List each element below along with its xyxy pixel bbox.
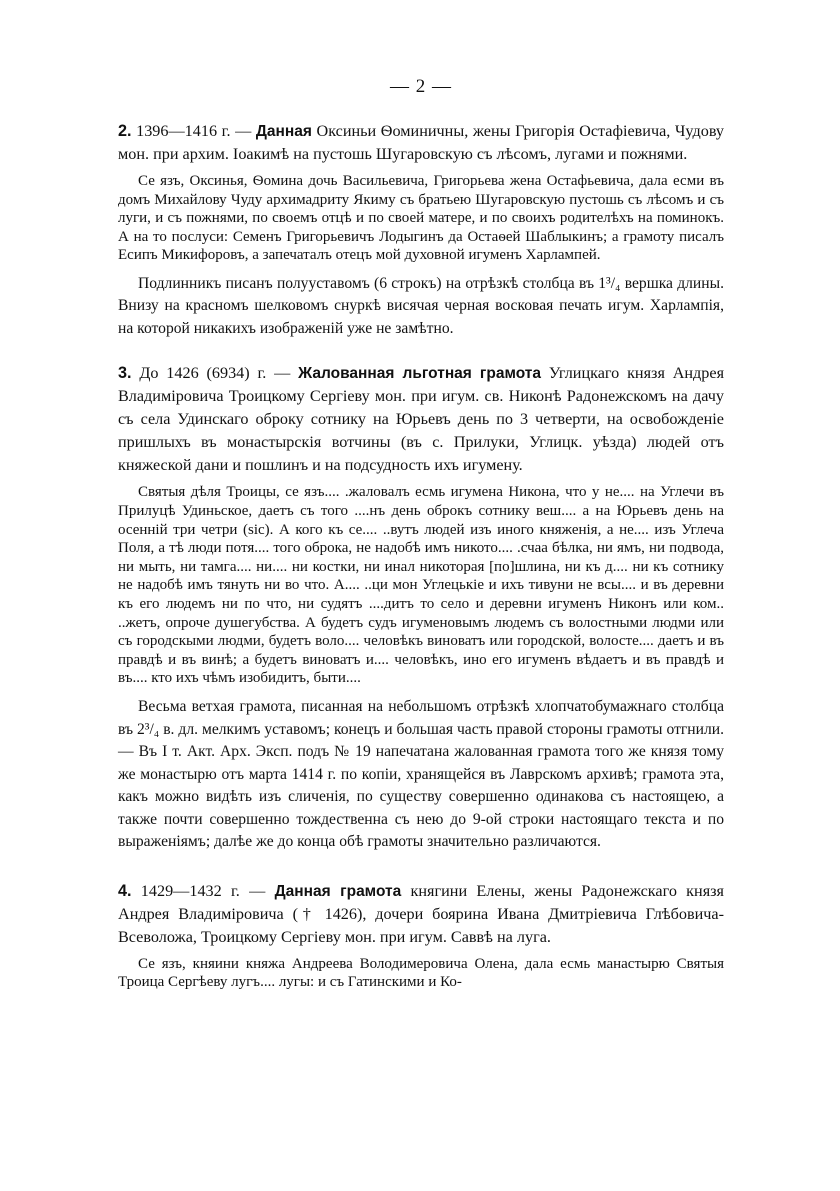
entry-doc-type: Данная грамота — [274, 882, 402, 900]
entry-header-rest: княгини Елены, жены Радонежскаго князя Андрея Владиміровича († 1426), дочери боярина Ивана Дмитріевича Глѣбовича-Всеволожа, Троицкому Сергіеву мон. при игум. Саввѣ на луга. — [118, 881, 724, 946]
entry-number: 3. — [118, 364, 132, 383]
entry-date: 1429—1432 г. — — [140, 881, 266, 900]
entry-doc-type: Жалованная льготная грамота — [298, 365, 542, 383]
entry-doc-type: Данная — [255, 123, 312, 140]
page-number: — 2 — — [390, 76, 452, 97]
entry-header — [118, 120, 724, 166]
entry-header — [118, 880, 724, 949]
document-page — [118, 76, 724, 992]
entry-header — [118, 362, 724, 477]
entry-number: 2. — [118, 122, 132, 140]
entry-text: Се язъ, Оксинья, Ѳомина дочь Васильевича, Григорьева жена Остафьевича, дала есми въ домъ Михайлову Чуду архимадриту Якиму съ братьею Шугаровскую пустошь съ лѣсомъ и съ луги, и съ пожнями, по своемъ отцѣ и по своей матере, и по своихъ родителѣхъ на поминокъ. А на то послуси: Семенъ Григорьевичъ Лодыгинъ да Остаѳей Шаблыкинъ; а грамоту писалъ Есипъ Микифоровъ, а запечаталъ отецъ мой духовной игуменъ Харлампей. — [118, 173, 724, 264]
entry-date: 1396—1416 г. — — [136, 122, 252, 140]
entry-4 — [118, 880, 724, 992]
entry-note: Весьма ветхая грамота, писанная на небольшомъ отрѣзкѣ хлопчатобумажнаго столбца въ 2³/₄ в. дл. мелкимъ уставомъ; конецъ и большая часть правой стороны грамоты отгнили. — Въ I т. Акт. Арх. Эксп. подъ № 19 напечатана жалованная грамота того же князя тому же монастырю отъ марта 1414 г. по копіи, хранящейся въ Лаврскомъ архивѣ; грамота эта, какъ можно видѣть изъ сличенія, по существу совершенно одинакова съ настоящею, а также почти совершенно тождественна съ нею до 9-ой строки настоящаго текста и по выраженіямъ; далѣе же до конца обѣ грамоты значительно различаются. — [118, 698, 724, 850]
entry-header-rest: Оксиньи Ѳоминичны, жены Григорія Остафіевича, Чудову мон. при архим. Іоакимѣ на пустошь Шугаровскую съ лѣсомъ, лугами и пожнями. — [118, 122, 725, 163]
entry-text: Се язъ, княини княжа Андреева Володимеровича Олена, дала есмь манастырю Святыя Троица Сергѣеву лугъ.... лугы: и съ Гатинскими и Ко- — [118, 955, 724, 991]
entry-header-rest: Углицкаго князя Андрея Владиміровича Троицкому Сергіеву мон. при игум. св. Никонѣ Радонежскомъ на дачу съ села Удинскаго оброку сотнику на Юрьевъ день по 3 четверти, на освобожденіе пришлыхъ въ монастырскія вотчины (въ с. Прилуки, Углицк. уѣзда) людей отъ княжеской дани и пошлинъ и на подсудность ихъ игумену. — [118, 364, 725, 475]
entry-note: Подлинникъ писанъ полууставомъ (6 строкъ) на отрѣзкѣ столбца въ 1³/₄ вершка длины. Внизу на красномъ шелковомъ снуркѣ висячая черная восковая печать игум. Харлампія, на которой никакихъ изображеній уже не замѣтно. — [118, 274, 724, 337]
entry-date: До 1426 (6934) г. — — [139, 364, 291, 383]
entry-2 — [118, 120, 724, 340]
entry-number: 4. — [118, 881, 132, 900]
entry-text: Святыя дѣля Троицы, се язъ.... .жаловалъ есмь игумена Никона, что у не.... на Углечи въ Прилуцѣ Удиньское, даетъ съ того ....нъ день оброкъ сотнику веш.... а на Юрьевъ день на осенній три четри (sic). А кого къ се.... ..вутъ людей изъ иного княженія, а не.... изъ Углеча Поля, а тѣ люди потя.... того оброка, не надобѣ имъ никото.... .счаа бѣлка, ни ямъ, ни подвода, ни мыть, ни тамга.... ни.... ни костки, ни инал никоторая [по]шлина, ни къ д.... ни къ сотнику не надобѣ имъ тянуть ни во что. А.... ..ци мон Углецькіе и ихъ тивуни не всы.... и въ деревни къ его людемъ ни по что, ни судятъ ....дитъ то село и деревни игуменъ Никонъ или ком.. ..жетъ, опроче душегубства. А будетъ судъ игуменовымъ людемъ съ волостными людми или съ городскыми людми, будетъ воло.... человѣкъ виноватъ или городской, волосте.... даетъ и въ правдѣ и въ винѣ; а будетъ виноватъ и.... человѣкъ, ино его игуменъ вѣдаетъ и въ правдѣ и въ.... кто ихъ чѣмъ изобидитъ, быти.... — [118, 484, 724, 687]
entry-3 — [118, 362, 724, 853]
